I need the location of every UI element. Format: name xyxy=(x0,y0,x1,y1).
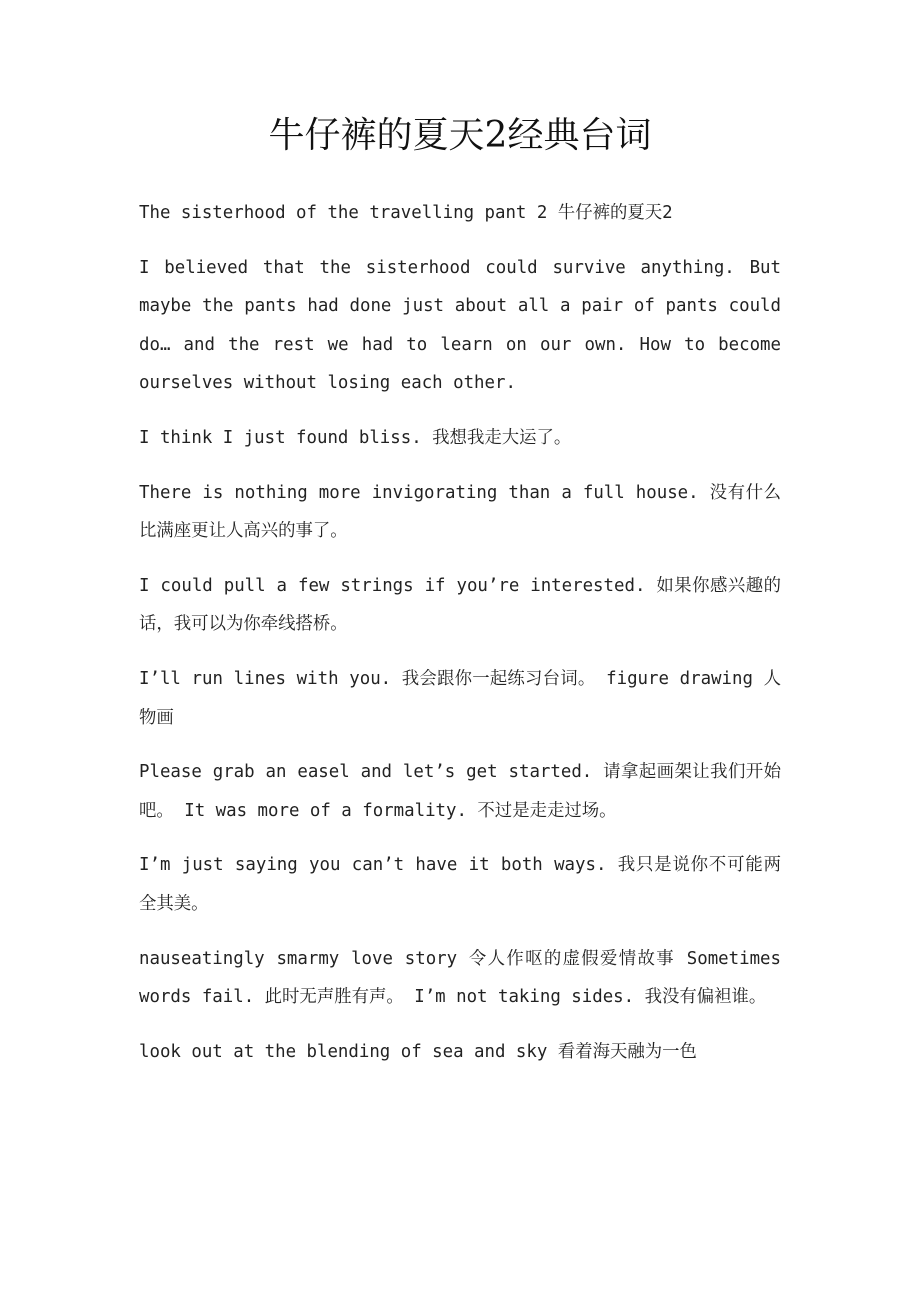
paragraph: nauseatingly smarmy love story 令人作呕的虚假爱情故事 Sometimes words fail. 此时无声胜有声。 I’m not taking sides. 我没有偏袒谁。 xyxy=(139,948,781,1008)
paragraph-subtitle: The sisterhood of the travelling pant 2 牛仔裤的夏天2 xyxy=(139,203,673,223)
paragraph: Please grab an easel and let’s get started. 请拿起画架让我们开始吧。 It was more of a formality. 不过是走走过场。 xyxy=(139,762,781,821)
paragraph: look out at the blending of sea and sky 看着海天融为一色 xyxy=(139,1041,697,1062)
paragraph: I think I just found bliss. 我想我走大运了。 xyxy=(139,427,572,448)
document-body xyxy=(139,194,781,1087)
paragraph: I’m just saying you can’t have it both ways. 我只是说你不可能两全其美。 xyxy=(139,855,781,914)
paragraph: There is nothing more invigorating than a full house. 没有什么比满座更让人高兴的事了。 xyxy=(139,482,781,542)
paragraph: I believed that the sisterhood could survive anything. But maybe the pants had done just about all a pair of pants could do… and the rest we had to learn on our own. How to become ourselves without losing each other. xyxy=(139,257,781,394)
paragraph: I could pull a few strings if you’re interested. 如果你感兴趣的话，我可以为你牵线搭桥。 xyxy=(139,575,781,635)
paragraph: I’ll run lines with you. 我会跟你一起练习台词。 figure drawing 人物画 xyxy=(139,668,781,728)
document-title: 牛仔裤的夏天2经典台词 xyxy=(268,115,652,156)
